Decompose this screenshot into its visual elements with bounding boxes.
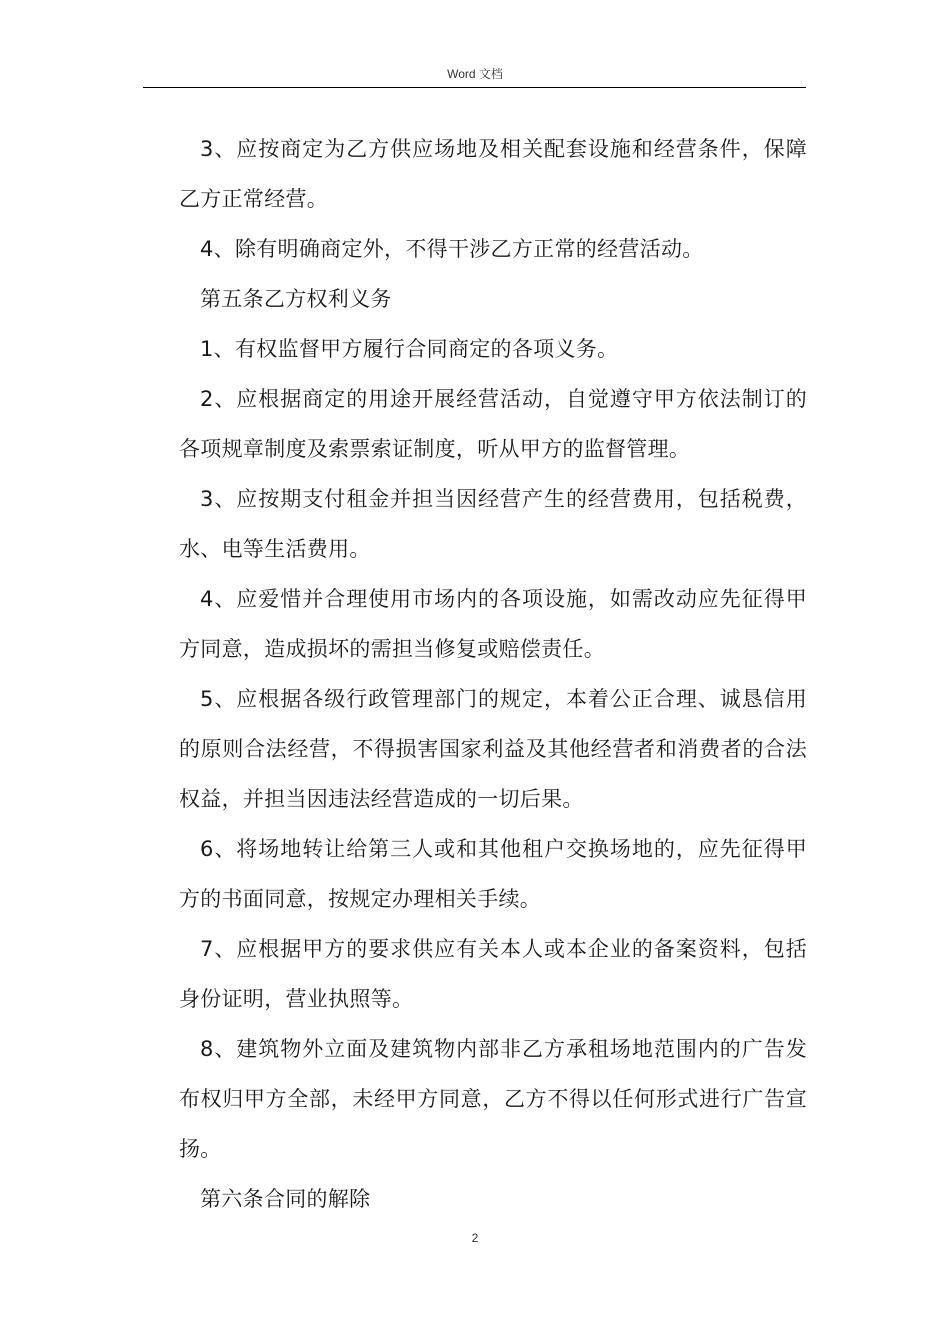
page-header-title: Word 文档 [447,67,503,81]
header-divider [143,87,806,88]
paragraph: 4、除有明确商定外，不得干涉乙方正常的经营活动。 [200,237,704,261]
paragraph: 5、应根据各级行政管理部门的规定，本着公正合理、诚恳信用的原则合法经营，不得损害国家利益及其他经营者和消费者的合法权益，并担当因违法经营造成的一切后果。 [179,687,807,811]
paragraph: 2、应根据商定的用途开展经营活动，自觉遵守甲方依法制订的各项规章制度及索票索证制度，听从甲方的监督管理。 [179,387,807,461]
paragraph: 8、建筑物外立面及建筑物内部非乙方承租场地范围内的广告发布权归甲方全部，未经甲方同意，乙方不得以任何形式进行广告宣扬。 [179,1037,807,1161]
paragraph: 1、有权监督甲方履行合同商定的各项义务。 [200,337,619,361]
document-body [179,124,807,1224]
section-heading: 第五条乙方权利义务 [200,287,392,311]
paragraph: 3、应按期支付租金并担当因经营产生的经营费用，包括税费，水、电等生活费用。 [179,487,807,561]
paragraph: 3、应按商定为乙方供应场地及相关配套设施和经营条件，保障乙方正常经营。 [179,137,807,211]
page-number: 2 [471,1231,479,1245]
paragraph: 4、应爱惜并合理使用市场内的各项设施，如需改动应先征得甲方同意，造成损坏的需担当修复或赔偿责任。 [179,587,807,661]
section-heading: 第六条合同的解除 [200,1187,371,1211]
paragraph: 7、应根据甲方的要求供应有关本人或本企业的备案资料，包括身份证明，营业执照等。 [179,937,807,1011]
paragraph: 6、将场地转让给第三人或和其他租户交换场地的，应先征得甲方的书面同意，按规定办理相关手续。 [179,837,807,911]
